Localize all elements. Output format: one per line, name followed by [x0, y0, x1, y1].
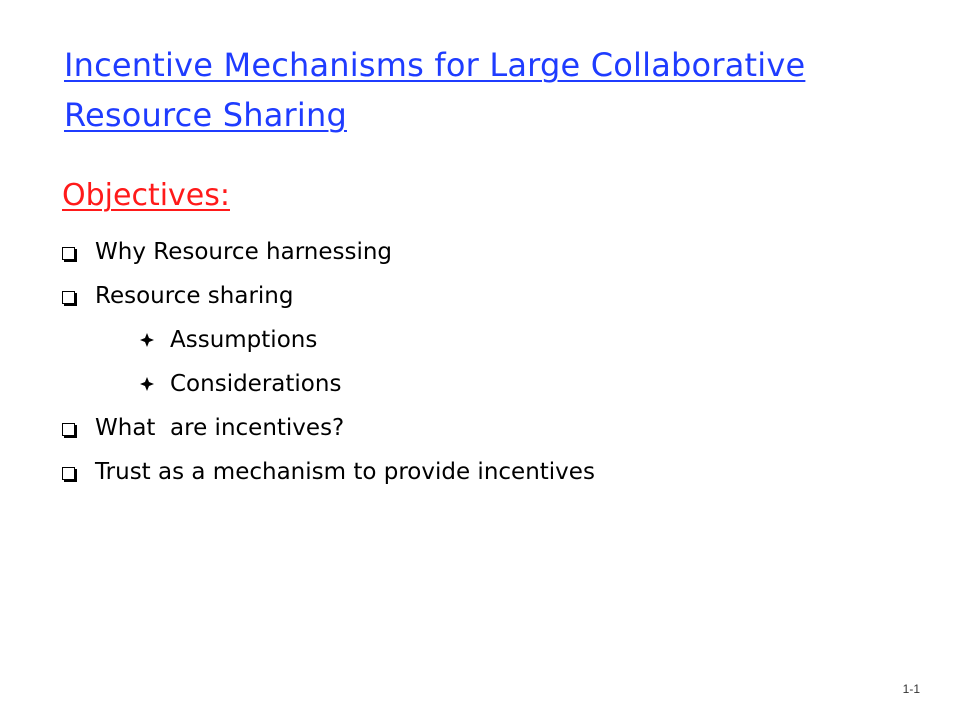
objectives-heading: Objectives:	[62, 178, 230, 213]
list-item-text: Considerations	[170, 371, 342, 397]
diamond-bullet-icon	[140, 333, 154, 347]
list-item-text: Resource sharing	[95, 283, 294, 309]
list-item-text: Assumptions	[170, 327, 318, 353]
list-item-text: Why Resource harnessing	[95, 239, 393, 265]
checkbox-square-icon	[62, 291, 75, 304]
list-item-text: What are incentives?	[95, 415, 345, 441]
slide-title	[64, 40, 904, 140]
diamond-bullet-icon	[140, 377, 154, 391]
list-item	[62, 406, 922, 450]
checkbox-square-icon	[62, 247, 75, 260]
title-line-1: Incentive Mechanisms for Large Collaborative	[64, 46, 806, 84]
list-item	[62, 318, 922, 362]
checkbox-square-icon	[62, 423, 75, 436]
objectives-list	[62, 230, 922, 494]
title-line-2: Resource Sharing	[64, 96, 347, 134]
list-item	[62, 230, 922, 274]
list-item	[62, 362, 922, 406]
list-item	[62, 450, 922, 494]
checkbox-square-icon	[62, 467, 75, 480]
list-item-text: Trust as a mechanism to provide incentives	[95, 459, 595, 485]
slide-number: 1-1	[902, 682, 920, 696]
list-item	[62, 274, 922, 318]
